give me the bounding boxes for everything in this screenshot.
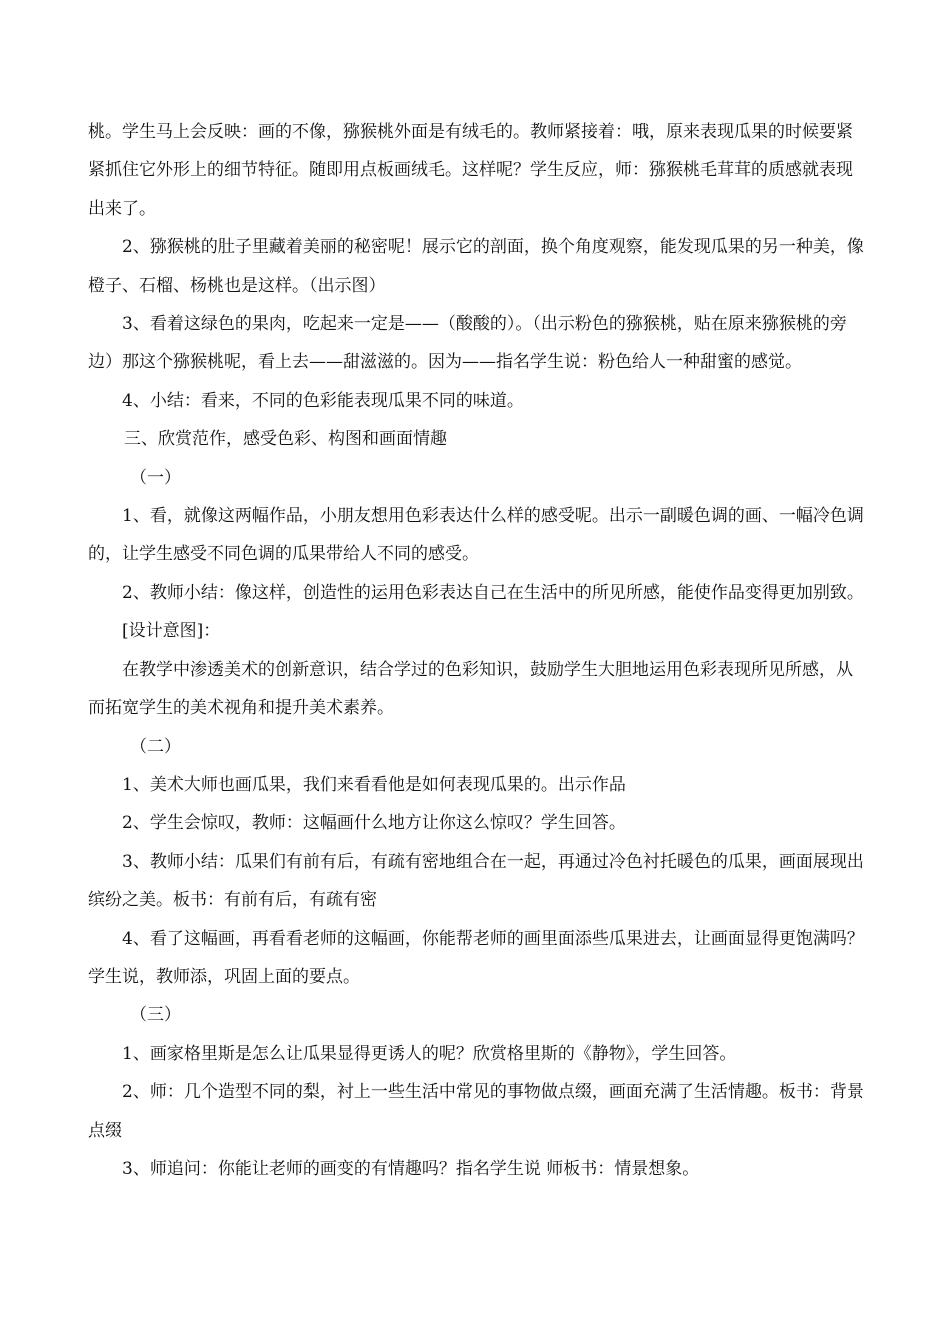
paragraph-continuation: 桃。学生马上会反映：画的不像，猕猴桃外面是有绒毛的。教师紧接着：哦，原来表现瓜果的时候要紧紧抓住它外形上的细节特征。随即用点板画绒毛。这样呢？学生反应，师：猕猴桃毛茸茸的质感就表现出来了。	[88, 122, 853, 219]
design-intent-label: [设计意图]：	[122, 621, 221, 642]
paragraph-sub2-step-2: 2、学生会惊叹，教师：这幅画什么地方让你这么惊叹？学生回答。	[122, 813, 626, 834]
paragraph-sub2-step-1: 1、美术大师也画瓜果，我们来看看他是如何表现瓜果的。出示作品	[122, 774, 626, 795]
subsection-label-2: （二）	[130, 736, 181, 757]
paragraph-sub3-step-3: 3、师追问：你能让老师的画变的有情趣吗？指名学生说 师板书：情景想象。	[122, 1158, 700, 1179]
paragraph-sub1-step-2: 2、教师小结：像这样，创造性的运用色彩表达自己在生活中的所见所感，能使作品变得更加别致。	[122, 582, 864, 603]
section-heading-3: 三、欣赏范作，感受色彩、构图和画面情趣	[124, 429, 447, 450]
paragraph-sub3-step-1: 1、画家格里斯是怎么让瓜果显得更诱人的呢？欣赏格里斯的《静物》，学生回答。	[122, 1043, 737, 1064]
paragraph-sub3-step-2: 2、师：几个造型不同的梨，衬上一些生活中常见的事物做点缀，画面充满了生活情趣。板书：背景点缀	[88, 1082, 864, 1141]
paragraph-step-4: 4、小结：看来，不同的色彩能表现瓜果不同的味道。	[122, 390, 524, 411]
paragraph-step-2: 2、猕猴桃的肚子里藏着美丽的秘密呢！展示它的剖面，换个角度观察，能发现瓜果的另一种美，像橙子、石榴、杨桃也是这样。（出示图）	[88, 237, 864, 296]
paragraph-sub2-step-3: 3、教师小结：瓜果们有前有后，有疏有密地组合在一起，再通过冷色衬托暖色的瓜果，画面展现出缤纷之美。板书：有前有后，有疏有密	[88, 851, 864, 911]
document-body	[88, 113, 865, 1188]
design-intent-text: 在教学中渗透美术的创新意识，结合学过的色彩知识，鼓励学生大胆地运用色彩表现所见所感，从而拓宽学生的美术视角和提升美术素养。	[88, 659, 853, 719]
paragraph-step-3: 3、看着这绿色的果肉，吃起来一定是——（酸酸的）。（出示粉色的猕猴桃，贴在原来猕猴桃的旁边）那这个猕猴桃呢，看上去——甜滋滋的。因为——指名学生说：粉色给人一种甜蜜的感觉。	[88, 314, 847, 373]
paragraph-sub2-step-4: 4、看了这幅画，再看看老师的这幅画，你能帮老师的画里面添些瓜果进去，让画面显得更饱满吗？学生说，教师添，巩固上面的要点。	[88, 928, 864, 987]
subsection-label-1: （一）	[130, 467, 181, 488]
paragraph-sub1-step-1: 1、看，就像这两幅作品，小朋友想用色彩表达什么样的感受呢。出示一副暖色调的画、一幅冷色调的，让学生感受不同色调的瓜果带给人不同的感受。	[88, 506, 864, 565]
subsection-label-3: （三）	[130, 1005, 181, 1026]
